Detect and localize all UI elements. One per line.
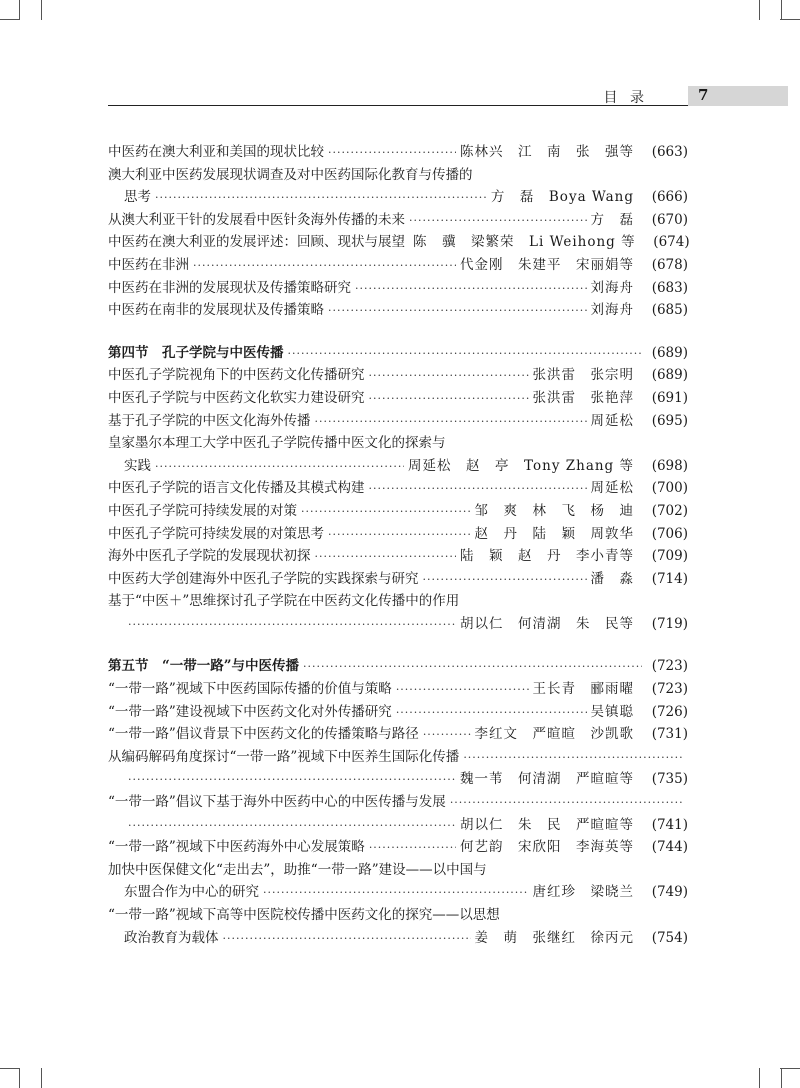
entry-page: (719): [651, 615, 688, 632]
entry-title: 中医药在澳大利亚的发展评述：回顾、现状与展望: [108, 234, 405, 251]
toc-entry-title-line: [108, 791, 688, 814]
entry-page: (709): [651, 548, 688, 565]
entry-title: 中医药在非洲的发展现状及传播策略研究: [108, 279, 351, 296]
entry-authors: 刘海舟: [590, 279, 634, 296]
entry-title: “一带一路”视域下高等中医院校传播中医药文化的探究——以思想: [108, 907, 500, 923]
toc-entry-continuation[interactable]: [108, 613, 688, 636]
leader-dots: [369, 365, 529, 388]
toc-entry-title-line: [108, 746, 688, 769]
entry-title: 基于“中医＋”思维探讨孔子学院在中医药文化传播中的作用: [108, 593, 460, 610]
leader-dots: [396, 679, 529, 702]
entry-title: “一带一路”视域下中医药国际传播的价值与策略: [108, 681, 392, 698]
entry-authors: 魏一苇 何清湖 严暄暄等: [460, 771, 634, 788]
entry-page: (723): [651, 658, 688, 675]
entry-title: 海外中医孔子学院的发展现状初探: [108, 548, 311, 565]
entry-title: 基于孔子学院的中医文化海外传播: [108, 412, 311, 429]
entry-title: 政治教育为载体: [124, 929, 219, 946]
entry-page: (749): [651, 884, 688, 901]
entry-authors: 陆 颖 赵 丹 李小青等: [460, 548, 634, 565]
leader-dots: [450, 792, 684, 815]
entry-authors: 邹 爽 林 飞 杨 迪: [474, 502, 634, 519]
entry-authors: 张洪雷 张艳萍: [532, 389, 634, 406]
crop-mark-tl-v2: [41, 0, 42, 20]
entry-title: 中医孔子学院可持续发展的对策: [108, 502, 297, 519]
entry-page: (744): [651, 839, 688, 856]
entry-page: (666): [651, 189, 688, 206]
entry-page: (691): [651, 389, 688, 406]
entry-page: (754): [651, 929, 688, 946]
leader-dots: [396, 702, 587, 725]
entry-title: “一带一路”倡议下基于海外中医药中心的中医传播与发展: [108, 794, 446, 811]
toc-entry[interactable]: [108, 254, 688, 277]
toc-section-heading[interactable]: [108, 342, 688, 365]
entry-page: (678): [651, 256, 688, 273]
toc-entry-title-line: [108, 432, 688, 455]
crop-mark-br-v2: [781, 1068, 782, 1088]
toc-entry[interactable]: [108, 523, 688, 546]
entry-authors: 刘海舟: [590, 302, 634, 319]
entry-authors: 代金刚 朱建平 宋丽娟等: [460, 256, 634, 273]
toc-entry-continuation[interactable]: [108, 814, 688, 837]
entry-page: (731): [651, 726, 688, 743]
entry-authors: 陈 骥 梁繁荣 Li Weihong 等: [413, 234, 636, 251]
toc-entry-continuation[interactable]: [108, 927, 688, 950]
header-title: 目 录: [603, 90, 648, 106]
entry-title: 第五节 “一带一路”与中医传播: [108, 658, 300, 675]
entry-page: (702): [651, 502, 688, 519]
toc-entry[interactable]: [108, 568, 688, 591]
table-of-contents: [108, 141, 688, 949]
crop-mark-bl-v2: [41, 1068, 42, 1088]
toc-entry[interactable]: [108, 836, 688, 859]
entry-authors: 姜 萌 张继红 徐丙元: [474, 929, 634, 946]
entry-page: (683): [651, 279, 688, 296]
entry-title: 中医药在澳大利亚和美国的现状比较: [108, 144, 324, 160]
entry-authors: 何艺韵 宋欣阳 李海英等: [460, 839, 634, 856]
entry-title: 从澳大利亚干针的发展看中医针灸海外传播的未来: [108, 211, 405, 228]
entry-title: 实践: [124, 457, 151, 474]
toc-entry-title-line: [108, 859, 688, 882]
toc-entry[interactable]: [108, 231, 688, 254]
entry-page: (700): [651, 480, 688, 497]
entry-title: 加快中医保健文化“走出去”，助推“一带一路”建设——以中国与: [108, 861, 487, 878]
entry-page: (674): [653, 234, 690, 251]
entry-page: (663): [651, 144, 688, 160]
leader-dots: [303, 656, 642, 679]
entry-title: 皇家墨尔本理工大学中医孔子学院传播中医文化的探索与: [108, 435, 446, 452]
entry-authors: 吴镇聪: [590, 703, 634, 720]
toc-entry[interactable]: [108, 723, 688, 746]
entry-title: “一带一路”倡议背景下中医药文化的传播策略与路径: [108, 726, 419, 743]
crop-mark-br-h: [780, 1068, 800, 1069]
entry-page: (723): [651, 681, 688, 698]
page-number: 7: [698, 86, 709, 104]
crop-mark-tl-v: [19, 0, 20, 20]
entry-title: 中医孔子学院可持续发展的对策思考: [108, 525, 324, 542]
leader-dots: [409, 210, 587, 233]
leader-dots: [301, 501, 471, 524]
entry-page: (741): [651, 816, 688, 833]
entry-authors: 赵 丹 陆 颖 周敦华: [474, 525, 634, 542]
toc-entry[interactable]: [108, 387, 688, 410]
toc-entry[interactable]: [108, 500, 688, 523]
toc-entry[interactable]: [108, 678, 688, 701]
entry-page: (726): [651, 703, 688, 720]
toc-entry-continuation[interactable]: [108, 881, 688, 904]
leader-dots: [155, 456, 404, 479]
entry-title: 中医孔子学院与中医药文化软实力建设研究: [108, 389, 365, 406]
entry-page: (685): [651, 302, 688, 319]
entry-page: (714): [651, 570, 688, 587]
toc-entry[interactable]: [108, 209, 688, 232]
crop-mark-bl-h: [0, 1068, 20, 1069]
entry-page: (689): [651, 367, 688, 384]
section-gap: [108, 635, 688, 655]
entry-title: “一带一路”建设视域下中医药文化对外传播研究: [108, 703, 392, 720]
entry-title: 思考: [124, 189, 151, 206]
leader-dots: [128, 815, 456, 838]
entry-authors: 潘 淼: [590, 570, 634, 587]
leader-dots: [263, 882, 529, 905]
leader-dots: [223, 928, 471, 951]
entry-authors: 李红文 严暄暄 沙凯歌: [474, 726, 634, 743]
leader-dots: [463, 747, 684, 770]
leader-dots: [328, 524, 471, 547]
toc-entry-continuation[interactable]: [108, 186, 688, 209]
toc-entry[interactable]: [108, 299, 688, 322]
toc-section-heading[interactable]: [108, 655, 688, 678]
entry-page: (670): [651, 211, 688, 228]
leader-dots: [328, 300, 587, 323]
crop-mark-tr-v: [759, 0, 760, 20]
running-header: [108, 86, 788, 106]
toc-entry[interactable]: [108, 141, 688, 164]
toc-entry[interactable]: [108, 277, 688, 300]
entry-authors: 周延松: [590, 480, 634, 497]
leader-dots: [128, 614, 456, 637]
crop-mark-tl-h: [0, 19, 20, 20]
toc-entry-title-line: [108, 164, 688, 187]
entry-page: (689): [651, 344, 688, 361]
entry-authors: 胡以仁 何清湖 朱 民等: [460, 615, 634, 632]
leader-dots: [369, 837, 456, 860]
entry-authors: 张洪雷 张宗明: [532, 367, 634, 384]
entry-title: 中医药大学创建海外中医孔子学院的实践探索与研究: [108, 570, 419, 587]
entry-page: (706): [651, 525, 688, 542]
entry-authors: 胡以仁 朱 民 严暄暄等: [460, 816, 634, 833]
entry-title: 中医药在南非的发展现状及传播策略: [108, 302, 324, 319]
crop-mark-bl-v: [19, 1068, 20, 1088]
entry-title: 从编码解码角度探讨“一带一路”视域下中医养生国际化传播: [108, 748, 460, 765]
toc-entry-title-line: [108, 904, 688, 927]
leader-dots: [315, 411, 587, 434]
entry-title: 中医药在非洲: [108, 256, 189, 273]
entry-authors: 陈林兴 江 南 张 强等: [460, 144, 634, 160]
leader-dots: [355, 278, 587, 301]
header-rule: [108, 105, 688, 106]
toc-entry-continuation[interactable]: [108, 455, 688, 478]
toc-entry[interactable]: [108, 477, 688, 500]
leader-dots: [128, 769, 456, 792]
toc-entry[interactable]: [108, 545, 688, 568]
toc-entry-continuation[interactable]: [108, 768, 688, 791]
leader-dots: [423, 724, 471, 747]
leader-dots: [193, 255, 456, 278]
leader-dots: [369, 478, 587, 501]
toc-entry[interactable]: [108, 410, 688, 433]
crop-mark-br-v: [759, 1068, 760, 1088]
entry-page: (698): [651, 457, 688, 474]
crop-mark-tr-v2: [781, 0, 782, 20]
entry-authors: 唐红珍 梁晓兰: [532, 884, 634, 901]
leader-dots: [155, 187, 487, 210]
entry-title: 中医孔子学院的语言文化传播及其模式构建: [108, 480, 365, 497]
entry-authors: 王长青 郦雨曜: [532, 681, 634, 698]
crop-mark-tr-h: [780, 19, 800, 20]
entry-authors: 方 磊 Boya Wang: [490, 189, 634, 206]
leader-dots: [315, 546, 457, 569]
entry-authors: 周延松: [590, 412, 634, 429]
leader-dots: [288, 343, 643, 366]
entry-title: “一带一路”视域下中医药海外中心发展策略: [108, 839, 365, 856]
entry-page: (695): [651, 412, 688, 429]
leader-dots: [328, 142, 456, 165]
toc-entry-title-line: [108, 590, 688, 613]
section-gap: [108, 322, 688, 342]
entry-authors: 周延松 赵 亭 Tony Zhang 等: [408, 457, 634, 474]
leader-dots: [369, 388, 529, 411]
entry-title: 澳大利亚中医药发展现状调查及对中医药国际化教育与传播的: [108, 166, 473, 183]
entry-authors: 方 磊: [590, 211, 634, 228]
entry-title: 东盟合作为中心的研究: [124, 884, 259, 901]
toc-entry[interactable]: [108, 364, 688, 387]
toc-entry[interactable]: [108, 701, 688, 724]
entry-title: 中医孔子学院视角下的中医药文化传播研究: [108, 367, 365, 384]
entry-page: (735): [651, 771, 688, 788]
leader-dots: [423, 569, 587, 592]
entry-title: 第四节 孔子学院与中医传播: [108, 344, 284, 361]
